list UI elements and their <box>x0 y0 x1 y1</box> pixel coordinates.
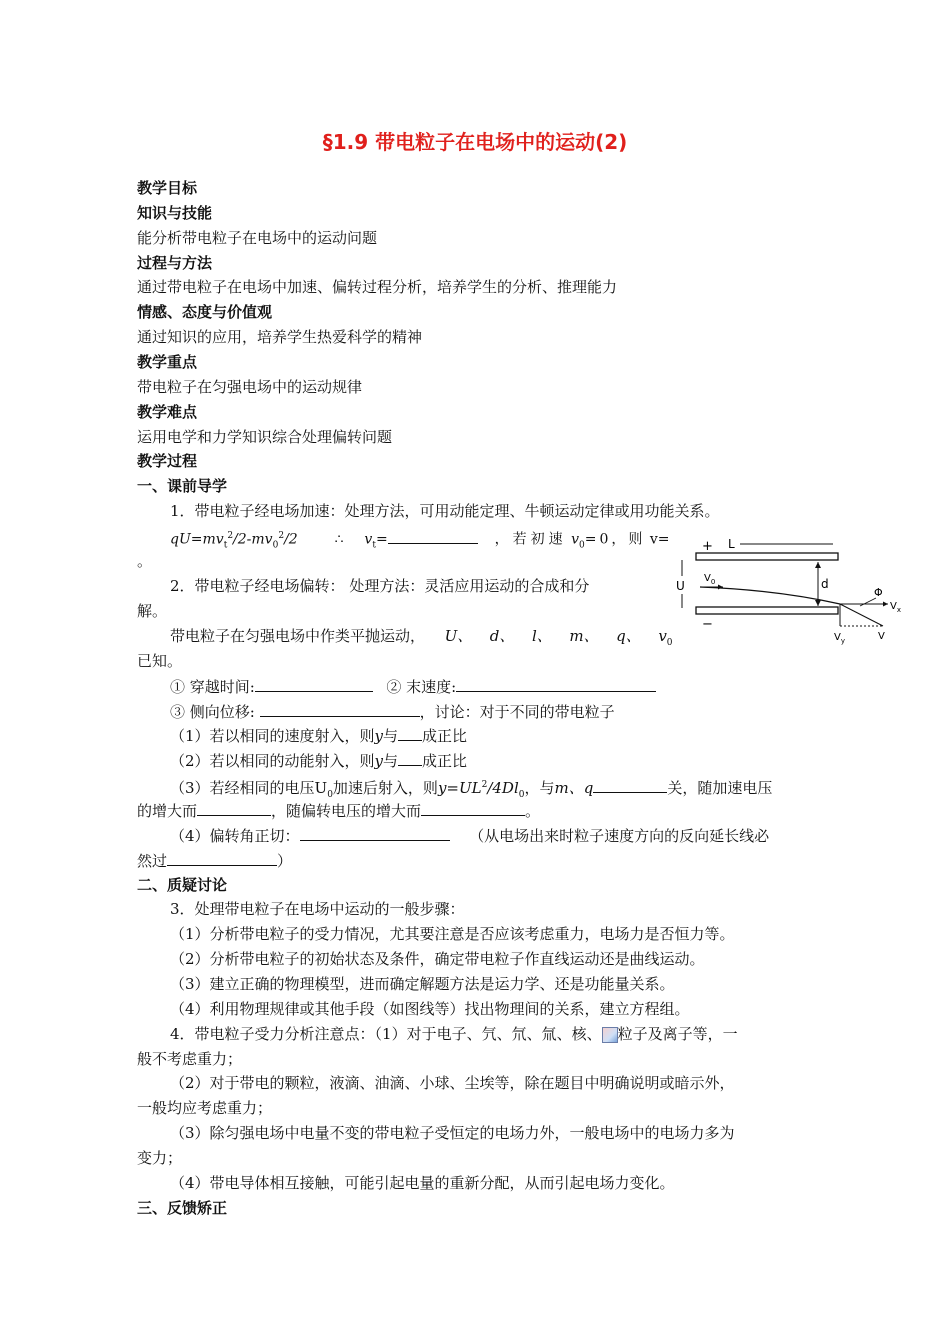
case-4-c: 然过 <box>137 852 168 870</box>
case-4-cont <box>137 850 292 871</box>
case-3-blank-1[interactable] <box>593 777 667 793</box>
case-3-l: ，随偏转电压的增大而 <box>271 802 422 820</box>
case-4-text: （4）偏转角正切： <box>170 827 300 845</box>
bottom-plate <box>696 607 838 614</box>
formula-b: /2-mv <box>233 531 273 548</box>
var-u: U、 <box>444 627 473 645</box>
q2-line2: 解。 <box>137 602 168 620</box>
q2-time-line <box>170 676 656 697</box>
heading-difficulty: 教学难点 <box>137 403 198 421</box>
var-l: l、 <box>531 627 552 645</box>
q4-p3a: （3）除匀强电场中电量不变的带电粒子受恒定的电场力外，一般电场中的电场力多为 <box>170 1124 735 1142</box>
emotion-text: 通过知识的应用，培养学生热爱科学的精神 <box>137 328 423 346</box>
case-3-h: ，与 <box>524 779 555 797</box>
formula-a: qU=mv <box>170 531 224 548</box>
heading-procedure: 教学过程 <box>137 452 198 470</box>
case-3-cont <box>137 800 540 821</box>
q2-line3-text: 带电粒子在匀强电场中作类平抛运动， <box>170 627 426 645</box>
case-4-blank[interactable] <box>300 825 450 841</box>
case-1: （1）若以相同的速度射入，则y与 成正比 <box>170 727 468 745</box>
heading-part3: 三、反馈矫正 <box>137 1199 228 1217</box>
case-4-b: （从电场出来时粒子速度方向的反向延长线必 <box>469 827 770 845</box>
case-2-blank[interactable] <box>398 750 422 766</box>
process-text: 通过带电粒子在电场中加速、偏转过程分析，培养学生的分析、推理能力 <box>137 278 618 296</box>
case-3-m: 。 <box>525 802 541 820</box>
q3-step-1: （1）分析带电粒子的受力情况，尤其要注意是否应该考虑重力，电场力是否恒力等。 <box>170 925 735 943</box>
length-label: L <box>728 537 735 551</box>
alpha-image-icon <box>602 1027 618 1043</box>
case-2: （2）若以相同的动能射入，则y与 成正比 <box>170 752 468 770</box>
q1-end: 。 <box>137 552 153 570</box>
speed-label: ② 末速度: <box>386 678 457 696</box>
case-3-formula: y=UL <box>437 779 482 797</box>
q2-offset-line <box>170 701 615 722</box>
q1-formula-line: $qU=mv_t^2/2-mv_0^2/2$ ∴ $v_t=$ ，若初速 $v_0=0$，则 v= <box>170 526 669 555</box>
q4-line2: 般不考虑重力； <box>137 1050 243 1068</box>
discuss-text: ，讨论：对于不同的带电粒子 <box>419 703 615 721</box>
vt-eq: = <box>375 531 388 548</box>
vx-label: $V_x$ <box>890 601 901 614</box>
case-3-j: 关，随加速电压 <box>667 779 773 797</box>
distance-label: d <box>821 577 829 591</box>
case-4-blank-2[interactable] <box>167 850 277 866</box>
case-3-blank-2[interactable] <box>197 800 271 816</box>
voltage-label: U <box>676 579 685 593</box>
case-3-formula-b: /4Dl <box>487 779 519 797</box>
q3-step-3: （3）建立正确的物理模型，进而确定解题方法是运力学、还是功能量关系。 <box>170 975 675 993</box>
case-3-blank-3[interactable] <box>421 800 525 816</box>
case-1-with: 与 <box>383 727 399 745</box>
case-3: （3）若经相同的电压$U_0$加速后射入，则$y=UL^2/4Dl_0$，与m、q 关，随加速电压 <box>170 779 773 800</box>
v-eq: v= <box>649 531 670 548</box>
offset-label: ③ 侧向位移: <box>170 703 255 721</box>
difficulty-text: 运用电学和力学知识综合处理偏转问题 <box>137 428 393 446</box>
page-title: §1.9 带电粒子在电场中的运动(2) <box>322 130 628 154</box>
vt-symbol: v <box>364 531 373 548</box>
q3-line: 3．处理带电粒子在电场中运动的一般步骤： <box>170 900 465 918</box>
q4-p3b: 变力； <box>137 1149 183 1167</box>
time-blank[interactable] <box>255 676 373 692</box>
case-4-d: ） <box>277 852 293 870</box>
q2-line1: 2．带电粒子经电场偏转： 处理方法：灵活应用运动的合成和分 <box>170 577 590 595</box>
v0-label: $V_0$ <box>704 573 716 586</box>
case-2-end: 成正比 <box>422 752 468 770</box>
v-label: V <box>878 631 885 642</box>
top-plate <box>696 553 838 560</box>
case-2-with: 与 <box>383 752 399 770</box>
therefore-symbol: ∴ <box>334 531 344 548</box>
q4-p2a: （2）对于带电的颗粒，液滴、油滴、小球、尘埃等，除在题目中明确说明或暗示外， <box>170 1074 735 1092</box>
q4-p2b: 一般均应考虑重力； <box>137 1099 273 1117</box>
initial-text: ，若初速 <box>494 531 567 548</box>
minus-sign: − <box>702 617 713 632</box>
case-1-text: （1）若以相同的速度射入，则 <box>170 727 375 745</box>
speed-blank[interactable] <box>456 676 656 692</box>
formula-c: /2 <box>284 531 298 548</box>
q4-line1 <box>170 1024 738 1044</box>
q1-line1: 1．带电粒子经电场加速：处理方法，可用动能定理、牛顿运动定律或用功能关系。 <box>170 502 720 520</box>
v0-eq: =0，则 <box>584 531 646 548</box>
phi-label: Φ <box>874 586 883 599</box>
v0-arrowhead <box>718 585 723 590</box>
v-arrow <box>840 604 883 626</box>
heading-goals: 教学目标 <box>137 179 198 197</box>
var-m: m、 <box>569 627 599 645</box>
q4-p4: （4）带电导体相互接触，可能引起电量的重新分配，从而引起电场力变化。 <box>170 1174 675 1192</box>
time-label: ① 穿越时间: <box>170 678 255 696</box>
vx-arrowhead <box>883 602 888 607</box>
v0-symbol: v <box>571 531 579 548</box>
case-1-end: 成正比 <box>422 727 468 745</box>
case-3-k: 的增大而 <box>137 802 198 820</box>
heading-part1: 一、课前导学 <box>137 477 228 495</box>
plus-sign: + <box>702 539 713 554</box>
knowledge-text: 能分析带电粒子在电场中的运动问题 <box>137 229 378 247</box>
var-d: d、 <box>489 627 515 645</box>
q2-line3: 带电粒子在匀强电场中作类平抛运动， U、 d、 l、 m、 q、 $v_0$ <box>170 627 673 648</box>
q4-line1b: 粒子及离子等，一 <box>617 1025 738 1043</box>
case-1-blank[interactable] <box>398 725 422 741</box>
var-q: q、 <box>616 627 641 645</box>
q2-line4: 已知。 <box>137 652 183 670</box>
answer-blank[interactable] <box>388 528 478 544</box>
case-3-b: 加速后射入，则 <box>332 779 438 797</box>
heading-focus: 教学重点 <box>137 353 198 371</box>
var-v0: v <box>658 627 667 645</box>
heading-knowledge: 知识与技能 <box>137 204 213 222</box>
case-2-text: （2）若以相同的动能射入，则 <box>170 752 375 770</box>
extension-line <box>860 598 876 606</box>
heading-process: 过程与方法 <box>137 254 213 272</box>
case-4 <box>170 825 769 846</box>
heading-emotion: 情感、态度与价值观 <box>137 303 273 321</box>
heading-part2: 二、质疑讨论 <box>137 876 228 894</box>
case-3-mq: m、q <box>554 779 594 797</box>
q3-step-2: （2）分析带电粒子的初始状态及条件，确定带电粒子作直线运动还是曲线运动。 <box>170 950 705 968</box>
offset-blank[interactable] <box>260 701 420 717</box>
vy-label: $V_y$ <box>834 632 845 645</box>
q4-line1a: 4．带电粒子受力分析注意点：（1）对于电子、氕、氘、氚、核、 <box>170 1025 602 1043</box>
case-3-text: （3）若经相同的电压U <box>170 779 328 797</box>
deflection-diagram <box>668 536 918 646</box>
q3-step-4: （4）利用物理规律或其他手段（如图线等）找出物理间的关系，建立方程组。 <box>170 1000 690 1018</box>
focus-text: 带电粒子在匀强电场中的运动规律 <box>137 378 363 396</box>
